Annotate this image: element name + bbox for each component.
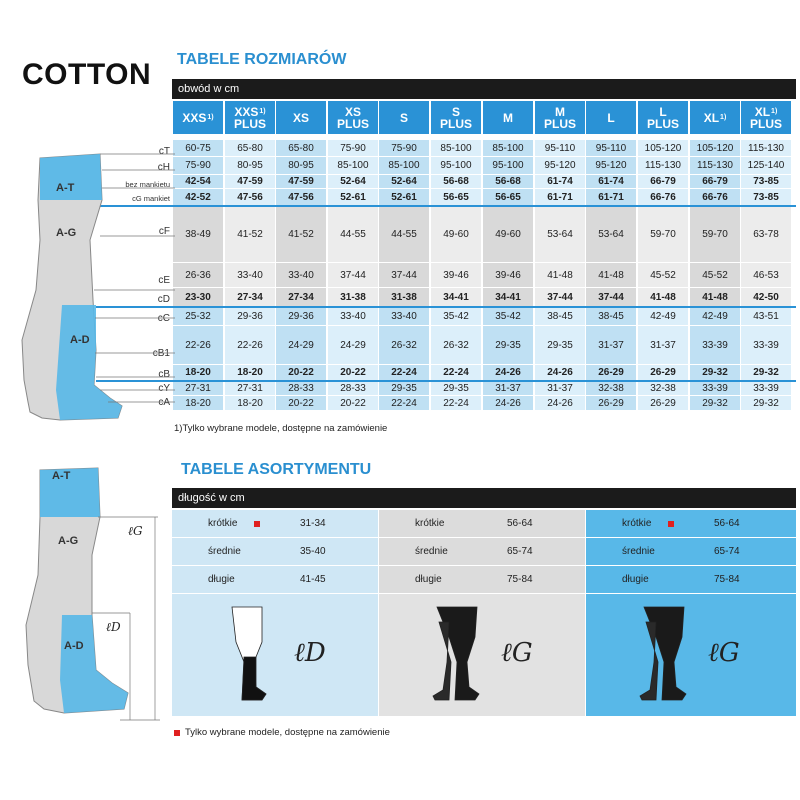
- size-cell: 25-32: [173, 307, 223, 325]
- size-cell: 18-20: [173, 365, 223, 380]
- size-cell: 61-71: [586, 189, 636, 206]
- size-header-6: [483, 101, 533, 134]
- size-cell: 24-26: [483, 365, 533, 380]
- divider-line: [96, 306, 796, 308]
- size-cell: 37-44: [586, 288, 636, 306]
- assortment-title: TABELE ASORTYMENTU: [181, 461, 372, 478]
- divider-line: [96, 205, 796, 207]
- size-cell: 47-56: [276, 189, 326, 206]
- size-cell: 37-44: [328, 263, 378, 287]
- asso-leg-label-ad: A-D: [64, 640, 84, 652]
- size-cell: 24-26: [535, 396, 585, 410]
- measure-label-lg: ℓG: [128, 524, 143, 538]
- size-header-plus: PLUS: [439, 116, 472, 131]
- size-header-label: XXS: [234, 104, 259, 119]
- size-cell: 18-20: [225, 396, 275, 410]
- size-cell: 24-29: [276, 326, 326, 364]
- size-cell: 85-100: [483, 140, 533, 156]
- size-cell: 38-45: [586, 307, 636, 325]
- length-value: 65-74: [714, 546, 740, 557]
- length-value: 56-64: [714, 518, 740, 529]
- size-header-label: XL: [703, 110, 720, 125]
- size-cell: 29-36: [276, 307, 326, 325]
- length-label: długie: [415, 574, 442, 585]
- leg-diagram-sizes: [0, 140, 175, 430]
- size-header-8: [586, 101, 636, 134]
- size-cell: 29-35: [379, 381, 429, 395]
- size-cell: 35-42: [483, 307, 533, 325]
- marker-square-icon: [174, 730, 180, 736]
- stocking-icon: [636, 602, 696, 702]
- size-header-3: [328, 101, 378, 134]
- length-label: długie: [208, 574, 235, 585]
- size-cell: 26-29: [586, 365, 636, 380]
- size-header-label: M: [554, 104, 565, 119]
- size-cell: 20-22: [276, 365, 326, 380]
- size-cell: 18-20: [173, 396, 223, 410]
- size-cell: 52-64: [379, 175, 429, 188]
- size-header-plus: PLUS: [336, 116, 369, 131]
- size-cell: 63-78: [741, 207, 791, 262]
- size-cell: 22-26: [225, 326, 275, 364]
- size-header-label: L: [659, 104, 667, 119]
- leg-label-ag: A-G: [56, 227, 77, 239]
- assortment-row: [586, 538, 796, 566]
- size-header-10: [690, 101, 740, 134]
- size-header-label: S: [399, 110, 408, 125]
- size-cell: 41-48: [690, 288, 740, 306]
- size-cell: 47-59: [276, 175, 326, 188]
- size-cell: 41-52: [276, 207, 326, 262]
- size-cell: 43-51: [741, 307, 791, 325]
- assortment-unit-bar: długość w cm: [172, 488, 796, 508]
- size-cell: 41-48: [638, 288, 688, 306]
- size-cell: 34-41: [483, 288, 533, 306]
- size-cell: 95-100: [431, 157, 481, 174]
- size-cell: 95-120: [586, 157, 636, 174]
- size-cell: 42-54: [173, 175, 223, 188]
- size-cell: 26-29: [586, 396, 636, 410]
- size-cell: 33-40: [225, 263, 275, 287]
- length-symbol: ℓG: [501, 638, 533, 668]
- size-cell: 39-46: [483, 263, 533, 287]
- assortment-footnote: Tylko wybrane modele, dostępne na zamówienie: [185, 727, 390, 738]
- size-header-9: [638, 101, 688, 134]
- size-cell: 23-30: [173, 288, 223, 306]
- size-cell: 27-31: [225, 381, 275, 395]
- size-cell: 42-49: [690, 307, 740, 325]
- length-symbol: ℓG: [708, 638, 740, 668]
- size-cell: 61-74: [535, 175, 585, 188]
- size-row-label: bez mankietu: [125, 180, 170, 189]
- size-header-7: [535, 101, 585, 134]
- assortment-row: [172, 510, 378, 538]
- size-row-label: cH: [157, 162, 170, 173]
- size-cell: 22-24: [431, 365, 481, 380]
- size-cell: 28-33: [276, 381, 326, 395]
- size-cell: 47-56: [225, 189, 275, 206]
- size-cell: 27-34: [276, 288, 326, 306]
- size-cell: 52-61: [379, 189, 429, 206]
- size-cell: 42-49: [638, 307, 688, 325]
- size-cell: 47-59: [225, 175, 275, 188]
- size-cell: 33-39: [690, 326, 740, 364]
- size-header-5: [431, 101, 481, 134]
- size-header-label: L: [607, 110, 615, 125]
- size-cell: 53-64: [586, 207, 636, 262]
- size-cell: 31-37: [483, 381, 533, 395]
- size-cell: 37-44: [535, 288, 585, 306]
- size-cell: 33-39: [741, 381, 791, 395]
- size-cell: 49-60: [483, 207, 533, 262]
- length-value: 56-64: [507, 518, 533, 529]
- size-cell: 49-60: [431, 207, 481, 262]
- size-cell: 26-32: [379, 326, 429, 364]
- size-cell: 115-130: [741, 140, 791, 156]
- size-cell: 85-100: [328, 157, 378, 174]
- size-cell: 52-61: [328, 189, 378, 206]
- size-cell: 80-95: [225, 157, 275, 174]
- size-cell: 29-32: [690, 396, 740, 410]
- size-cell: 33-39: [741, 326, 791, 364]
- assortment-row: [379, 510, 585, 538]
- size-cell: 45-52: [690, 263, 740, 287]
- size-cell: 95-120: [535, 157, 585, 174]
- size-cell: 66-79: [690, 175, 740, 188]
- size-cell: 31-38: [379, 288, 429, 306]
- size-cell: 115-130: [638, 157, 688, 174]
- length-value: 75-84: [507, 574, 533, 585]
- size-cell: 59-70: [690, 207, 740, 262]
- size-cell: 75-90: [328, 140, 378, 156]
- size-cell: 66-76: [638, 189, 688, 206]
- size-cell: 33-40: [276, 263, 326, 287]
- size-cell: 56-68: [483, 175, 533, 188]
- size-header-plus: PLUS: [646, 116, 679, 131]
- marker-square-icon: [254, 521, 260, 527]
- length-value: 75-84: [714, 574, 740, 585]
- size-cell: 24-26: [535, 365, 585, 380]
- size-cell: 56-65: [431, 189, 481, 206]
- size-cell: 95-110: [586, 140, 636, 156]
- size-cell: 22-24: [379, 396, 429, 410]
- length-label: krótkie: [622, 518, 652, 529]
- size-cell: 59-70: [638, 207, 688, 262]
- size-cell: 44-55: [379, 207, 429, 262]
- size-header-footnote: 1): [259, 107, 266, 115]
- measure-label-ld: ℓD: [106, 620, 121, 634]
- size-cell: 41-48: [535, 263, 585, 287]
- size-cell: 20-22: [276, 396, 326, 410]
- brand-title: COTTON: [22, 58, 152, 91]
- size-row-label: cC: [157, 313, 170, 324]
- size-cell: 95-100: [483, 157, 533, 174]
- size-cell: 37-44: [379, 263, 429, 287]
- size-cell: 85-100: [379, 157, 429, 174]
- sizes-footnote: 1)Tylko wybrane modele, dostępne na zamówienie: [174, 423, 388, 434]
- length-label: krótkie: [208, 518, 238, 529]
- leg-diagram-assortment: [0, 465, 170, 725]
- length-value: 65-74: [507, 546, 533, 557]
- length-label: średnie: [622, 546, 655, 557]
- length-value: 41-45: [300, 574, 326, 585]
- assortment-row: [172, 538, 378, 566]
- size-cell: 24-29: [328, 326, 378, 364]
- size-cell: 73-85: [741, 175, 791, 188]
- size-cell: 29-32: [690, 365, 740, 380]
- size-cell: 33-40: [328, 307, 378, 325]
- size-cell: 35-42: [431, 307, 481, 325]
- size-cell: 42-50: [741, 288, 791, 306]
- assortment-row: [586, 566, 796, 594]
- size-cell: 66-76: [690, 189, 740, 206]
- size-cell: 39-46: [431, 263, 481, 287]
- size-row-label: cD: [157, 294, 170, 305]
- size-cell: 29-35: [535, 326, 585, 364]
- size-header-plus: PLUS: [749, 116, 782, 131]
- sizes-unit-bar: obwód w cm: [172, 79, 796, 99]
- leg-label-at: A-T: [56, 182, 75, 194]
- size-cell: 65-80: [225, 140, 275, 156]
- size-cell: 75-90: [173, 157, 223, 174]
- size-cell: 80-95: [276, 157, 326, 174]
- size-cell: 31-37: [586, 326, 636, 364]
- size-header-label: XS: [292, 110, 309, 125]
- size-cell: 32-38: [586, 381, 636, 395]
- size-cell: 31-38: [328, 288, 378, 306]
- size-cell: 52-64: [328, 175, 378, 188]
- size-cell: 61-71: [535, 189, 585, 206]
- size-cell: 61-74: [586, 175, 636, 188]
- size-cell: 29-35: [431, 381, 481, 395]
- size-cell: 31-37: [638, 326, 688, 364]
- assortment-row: [172, 566, 378, 594]
- size-row-label: cY: [158, 383, 170, 394]
- size-cell: 60-75: [173, 140, 223, 156]
- size-cell: 73-85: [741, 189, 791, 206]
- size-cell: 24-26: [483, 396, 533, 410]
- size-cell: 41-48: [586, 263, 636, 287]
- size-row-label: cB1: [152, 348, 170, 359]
- size-cell: 56-68: [431, 175, 481, 188]
- stocking-icon: [222, 602, 282, 702]
- size-header-11: [741, 101, 791, 134]
- size-cell: 22-24: [431, 396, 481, 410]
- size-cell: 41-52: [225, 207, 275, 262]
- size-cell: 65-80: [276, 140, 326, 156]
- length-label: długie: [622, 574, 649, 585]
- size-cell: 105-120: [638, 140, 688, 156]
- size-header-plus: PLUS: [543, 116, 576, 131]
- assortment-row: [379, 538, 585, 566]
- stocking-icon: [429, 602, 489, 702]
- size-cell: 33-39: [690, 381, 740, 395]
- size-cell: 27-34: [225, 288, 275, 306]
- size-cell: 29-32: [741, 365, 791, 380]
- length-label: średnie: [415, 546, 448, 557]
- assortment-row: [586, 510, 796, 538]
- size-cell: 42-52: [173, 189, 223, 206]
- size-header-1: [225, 101, 275, 134]
- marker-square-icon: [668, 521, 674, 527]
- size-cell: 45-52: [638, 263, 688, 287]
- size-header-footnote: 1): [207, 113, 214, 121]
- assortment-row: [379, 566, 585, 594]
- size-header-plus: PLUS: [233, 116, 266, 131]
- size-cell: 46-53: [741, 263, 791, 287]
- size-cell: 33-40: [379, 307, 429, 325]
- length-symbol: ℓD: [294, 638, 326, 668]
- size-cell: 31-37: [535, 381, 585, 395]
- size-cell: 85-100: [431, 140, 481, 156]
- size-header-label: S: [451, 104, 460, 119]
- size-cell: 56-65: [483, 189, 533, 206]
- asso-leg-label-ag: A-G: [58, 535, 79, 547]
- size-row-label: cE: [158, 275, 170, 286]
- size-row-label: cT: [158, 146, 170, 157]
- size-cell: 22-26: [173, 326, 223, 364]
- size-cell: 26-32: [431, 326, 481, 364]
- size-cell: 75-90: [379, 140, 429, 156]
- size-header-footnote: 1): [720, 113, 727, 121]
- size-cell: 26-29: [638, 396, 688, 410]
- size-cell: 105-120: [690, 140, 740, 156]
- size-header-label: XXS: [182, 110, 207, 125]
- size-header-2: [276, 101, 326, 134]
- size-cell: 18-20: [225, 365, 275, 380]
- length-label: krótkie: [415, 518, 445, 529]
- size-cell: 38-45: [535, 307, 585, 325]
- size-cell: 44-55: [328, 207, 378, 262]
- size-header-4: [379, 101, 429, 134]
- size-cell: 32-38: [638, 381, 688, 395]
- size-row-label: cG mankiet: [132, 194, 170, 203]
- length-value: 31-34: [300, 518, 326, 529]
- size-cell: 26-36: [173, 263, 223, 287]
- size-cell: 20-22: [328, 365, 378, 380]
- size-cell: 53-64: [535, 207, 585, 262]
- size-cell: 95-110: [535, 140, 585, 156]
- length-value: 35-40: [300, 546, 326, 557]
- divider-line: [96, 380, 796, 382]
- asso-leg-label-at: A-T: [52, 470, 71, 482]
- size-cell: 29-35: [483, 326, 533, 364]
- size-row-label: cA: [158, 397, 170, 408]
- size-cell: 66-79: [638, 175, 688, 188]
- size-header-label: XS: [344, 104, 361, 119]
- leg-label-ad: A-D: [70, 334, 90, 346]
- size-row-label: cB: [158, 369, 170, 380]
- size-cell: 29-32: [741, 396, 791, 410]
- size-cell: 28-33: [328, 381, 378, 395]
- size-header-label: M: [503, 110, 513, 125]
- length-label: średnie: [208, 546, 241, 557]
- size-cell: 115-130: [690, 157, 740, 174]
- size-header-0: [173, 101, 223, 134]
- size-cell: 20-22: [328, 396, 378, 410]
- size-cell: 27-31: [173, 381, 223, 395]
- size-cell: 22-24: [379, 365, 429, 380]
- size-cell: 125-140: [741, 157, 791, 174]
- size-cell: 38-49: [173, 207, 223, 262]
- size-header-footnote: 1): [771, 107, 778, 115]
- sizes-table-title: TABELE ROZMIARÓW: [177, 51, 347, 68]
- size-cell: 29-36: [225, 307, 275, 325]
- size-header-label: XL: [754, 104, 771, 119]
- size-cell: 34-41: [431, 288, 481, 306]
- size-row-label: cF: [158, 226, 170, 237]
- size-cell: 26-29: [638, 365, 688, 380]
